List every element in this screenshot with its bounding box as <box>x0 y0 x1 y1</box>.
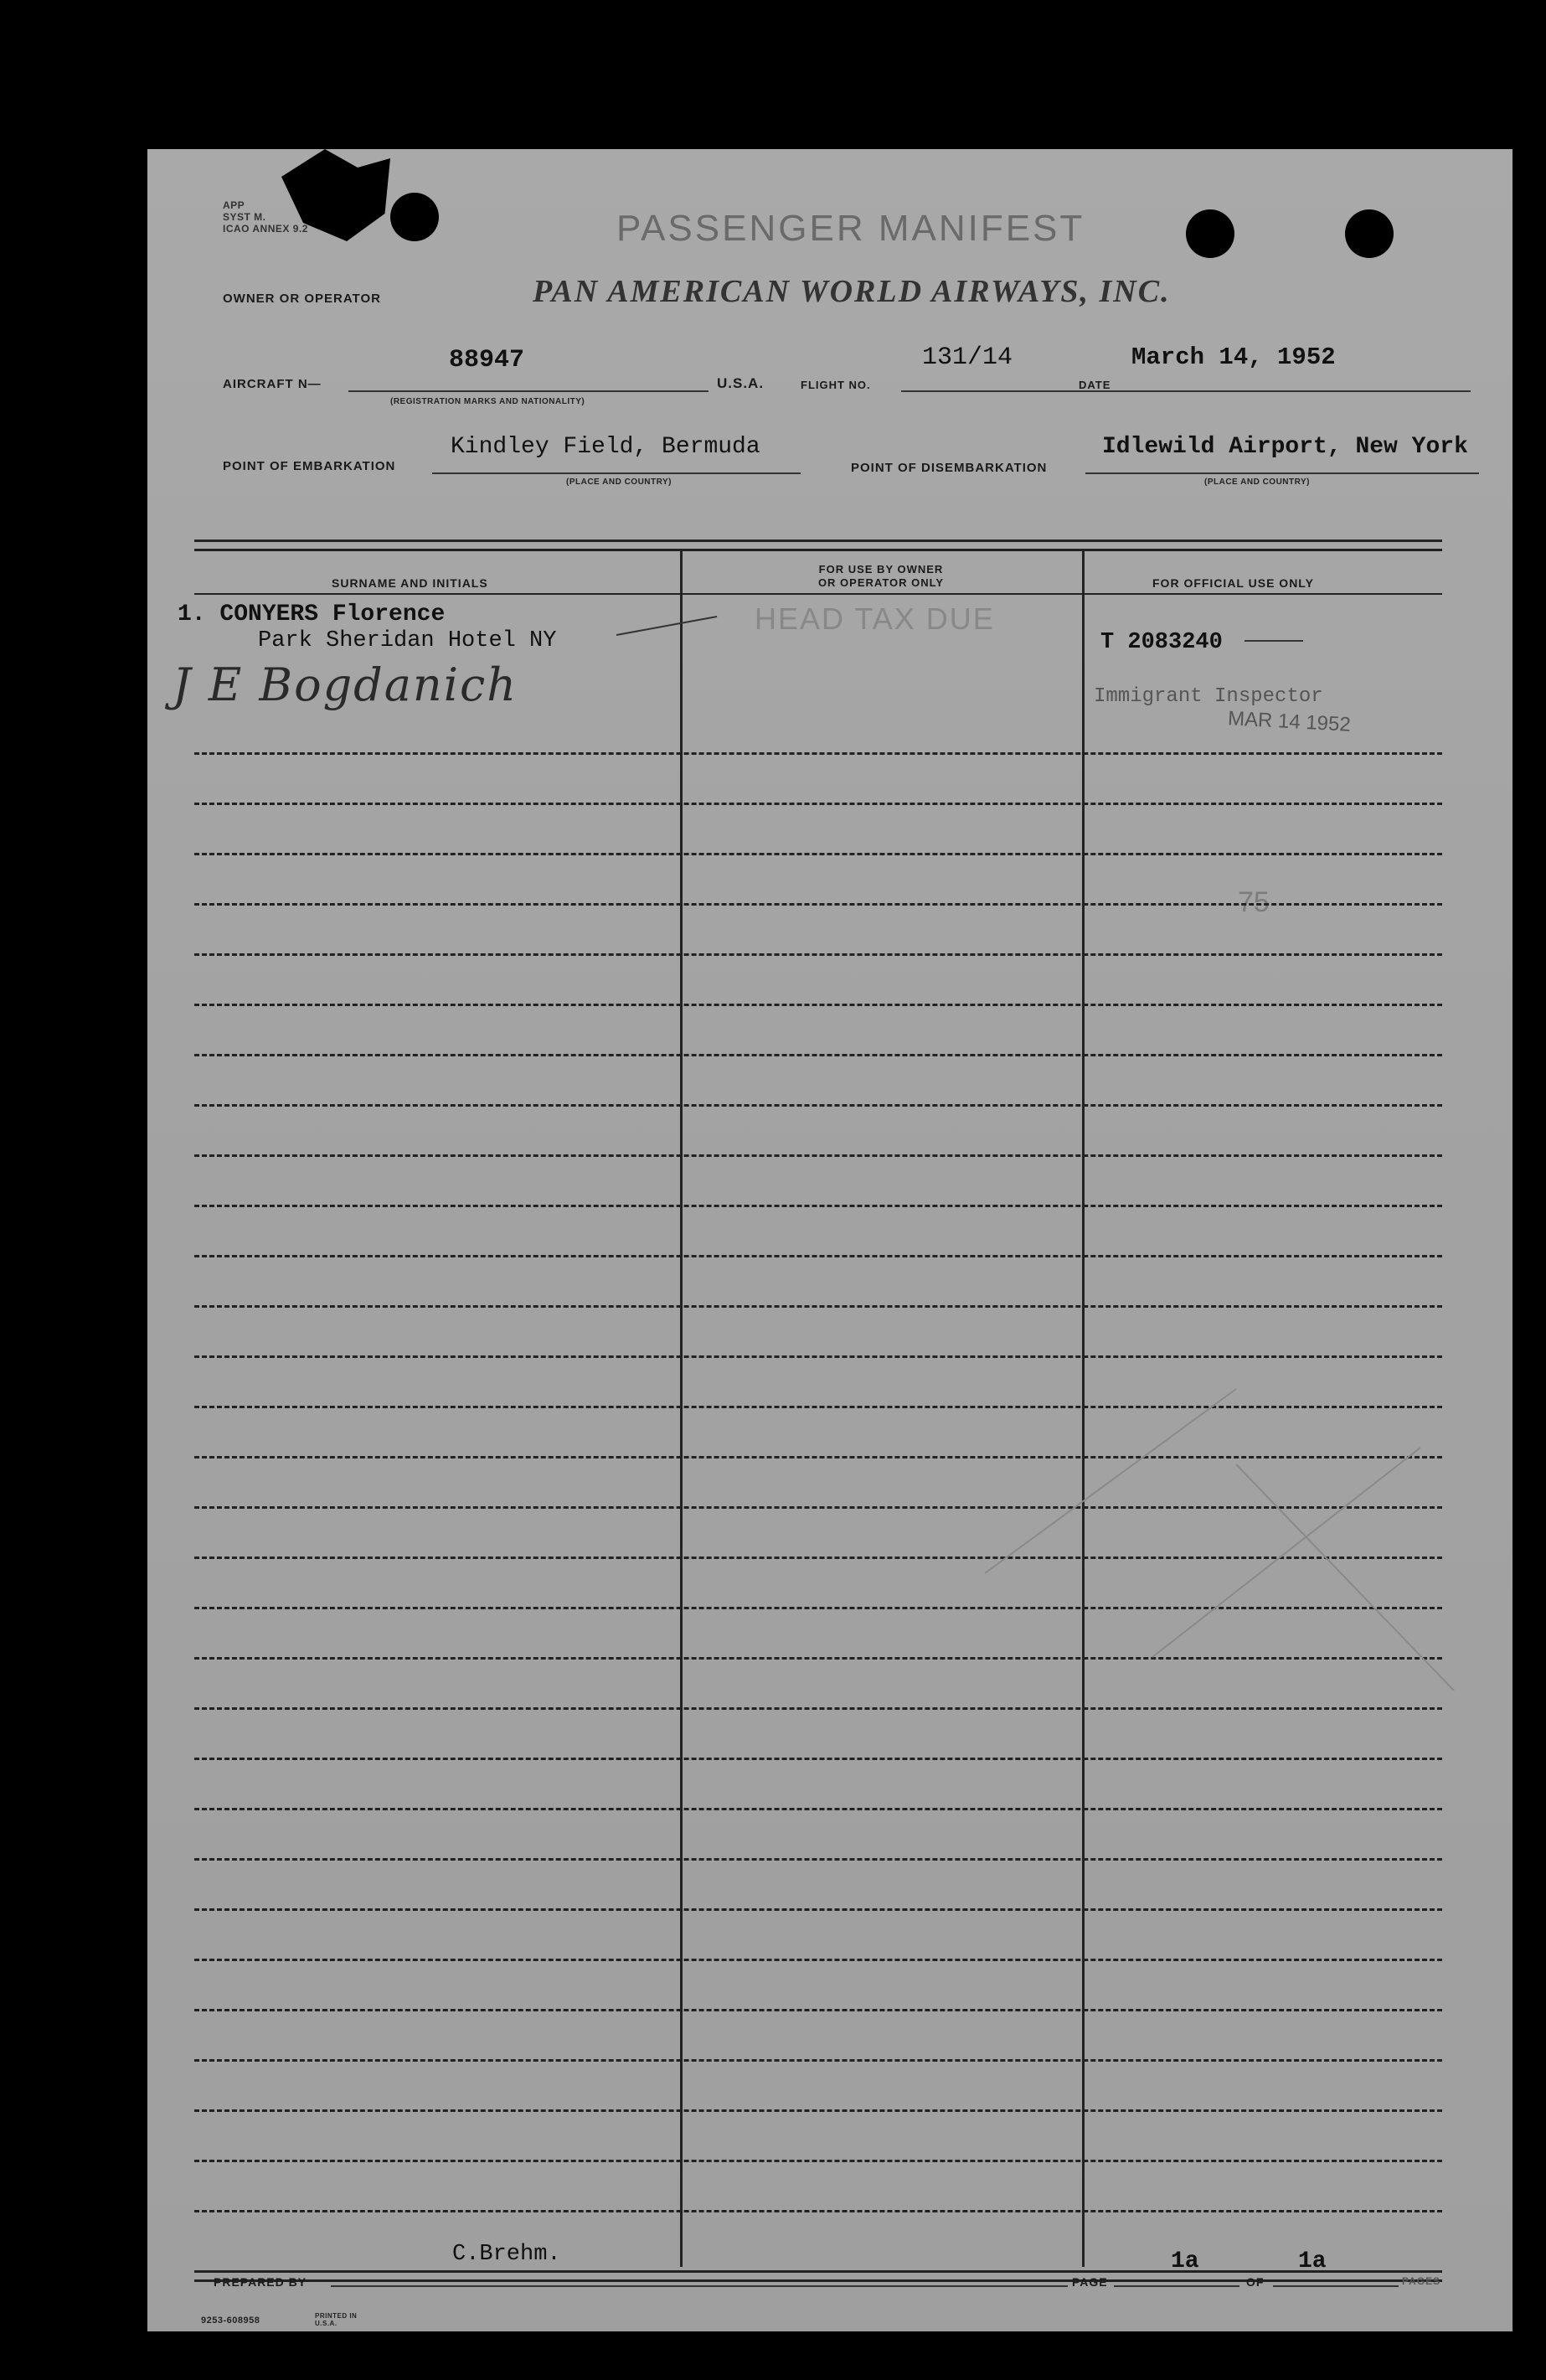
of-underline <box>1273 2285 1399 2287</box>
row-rule <box>194 1004 1442 1006</box>
row-rule <box>194 1205 1442 1207</box>
aircraft-underline <box>348 390 709 392</box>
column-header-owner: FOR USE BY OWNER OR OPERATOR ONLY <box>817 563 945 589</box>
form-number: 9253-608958 <box>201 2315 260 2326</box>
punch-hole-right-2 <box>1345 209 1394 258</box>
aircraft-label: AIRCRAFT N— <box>223 377 322 391</box>
head-tax-stamp: HEAD TAX DUE <box>755 601 995 636</box>
row-rule <box>194 2009 1442 2011</box>
row-rule <box>194 1707 1442 1710</box>
total-pages: 1a <box>1298 2248 1327 2274</box>
row-rule <box>194 1305 1442 1308</box>
printed-in: PRINTED IN U.S.A. <box>315 2312 358 2327</box>
passenger-name: 1. CONYERS Florence <box>178 601 446 627</box>
official-number: T 2083240 <box>1100 630 1223 655</box>
manifest-page <box>147 149 1513 2331</box>
date-label: DATE <box>1079 379 1111 391</box>
corner-text: APP SYST M. ICAO ANNEX 9.2 <box>223 199 308 235</box>
row-rule <box>194 853 1442 855</box>
signature: J E Bogdanich <box>173 658 518 711</box>
date-underline <box>1119 390 1471 392</box>
disembark-label: POINT OF DISEMBARKATION <box>851 461 1048 475</box>
row-rule <box>194 903 1442 906</box>
punch-hole-right-1 <box>1186 209 1234 258</box>
pages-label: PAGES <box>1402 2275 1441 2287</box>
country-label: U.S.A. <box>717 375 765 391</box>
row-rule <box>194 2160 1442 2162</box>
row-rule <box>194 1758 1442 1760</box>
row-rule <box>194 1054 1442 1056</box>
bleed-through-marks <box>985 1339 1487 1691</box>
embark-underline <box>432 472 801 474</box>
table-top-double-rule <box>194 540 1442 551</box>
of-label: OF <box>1246 2275 1265 2289</box>
prepared-by: C.Brehm. <box>452 2242 561 2267</box>
inspector-stamp: Immigrant Inspector <box>1094 685 1323 708</box>
row-rule <box>194 1858 1442 1861</box>
row-rule <box>194 2210 1442 2212</box>
row-rule <box>194 1908 1442 1911</box>
form-title: PASSENGER MANIFEST <box>616 208 1085 249</box>
disembark-place: Idlewild Airport, New York <box>1102 434 1468 460</box>
official-mark: 75 <box>1238 886 1270 918</box>
row-rule <box>194 1959 1442 1961</box>
row-rule <box>194 2059 1442 2062</box>
prepared-label: PREPARED BY <box>214 2275 307 2289</box>
aircraft-number: 88947 <box>449 346 525 374</box>
flight-label: FLIGHT NO. <box>801 379 871 391</box>
tick-mark <box>616 610 734 643</box>
row-rule <box>194 1255 1442 1257</box>
page-number: 1a <box>1171 2248 1199 2274</box>
registration-caption: (REGISTRATION MARKS AND NATIONALITY) <box>390 397 585 406</box>
row-rule <box>194 1104 1442 1107</box>
row-rule <box>194 752 1442 755</box>
column-header-official: FOR OFFICIAL USE ONLY <box>1152 576 1314 590</box>
disembark-caption: (PLACE AND COUNTRY) <box>1204 478 1310 487</box>
flight-number: 131/14 <box>922 343 1013 372</box>
page-underline <box>1114 2285 1239 2287</box>
row-rule <box>194 803 1442 805</box>
company-name: PAN AMERICAN WORLD AIRWAYS, INC. <box>533 274 1171 309</box>
row-rule <box>194 1808 1442 1810</box>
flight-date: March 14, 1952 <box>1131 343 1336 371</box>
punch-hole-left <box>390 193 439 241</box>
row-rule <box>194 2109 1442 2112</box>
disembark-underline <box>1085 472 1479 474</box>
row-rule <box>194 1154 1442 1157</box>
embark-label: POINT OF EMBARKATION <box>223 459 396 473</box>
page-label: PAGE <box>1072 2275 1108 2289</box>
embark-caption: (PLACE AND COUNTRY) <box>566 478 672 487</box>
header-double-rule <box>194 593 1442 597</box>
prepared-underline <box>331 2285 1068 2287</box>
passenger-address: Park Sheridan Hotel NY <box>258 628 557 653</box>
embark-place: Kindley Field, Bermuda <box>451 434 760 460</box>
official-number-tick <box>1245 640 1303 642</box>
stamp-date: MAR 14 1952 <box>1227 707 1352 736</box>
owner-label: OWNER OR OPERATOR <box>223 292 381 306</box>
column-header-surname: SURNAME AND INITIALS <box>332 576 488 590</box>
row-rule <box>194 953 1442 956</box>
